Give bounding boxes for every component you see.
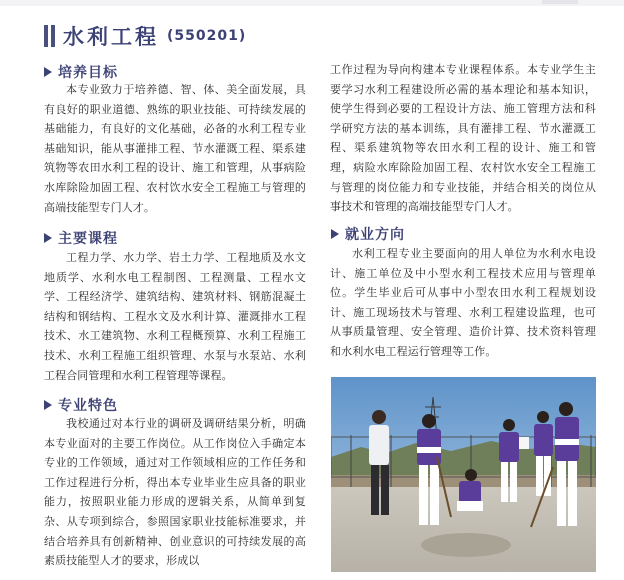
top-strip: [0, 0, 624, 6]
triangle-bullet-icon: [331, 229, 339, 239]
page-title: [44, 22, 246, 50]
main-courses-text: 工程力学、水力学、岩土力学、工程地质及水文地质学、水利水电工程制图、工程测量、工程水文学、工程经济学、建筑结构、建筑材料、钢筋混凝土结构和钢结构、工程水文及水利计算、灌溉排水工程技术、水工建筑物、水利工程概预算、水利工程施工技术、水利工程施工组织管理、水泵与水泵站、水利工程合同管理和水利工程管理等课程。: [44, 251, 306, 382]
employment-heading-text: 就业方向: [345, 227, 405, 243]
triangle-bullet-icon: [44, 233, 52, 243]
employment-heading: [331, 224, 405, 244]
title-bars-icon: [44, 25, 55, 47]
top-strip-mark: [542, 0, 578, 4]
features-text: 我校通过对本行业的调研及调研结果分析，明确本专业面对的主要工作岗位。从工作岗位入手确定本专业的工作领域，通过对工作领域相应的工作任务和工作过程进行分析，得出本专业毕业生应具备的职业能力，按照职业能力形成的逻辑关系，从简单到复杂、从专项到综合，参照国家职业技能标准要求，并结合培养具有创新精神、创业意识的可持续发展的高素质技能型人才的要求，形成以: [44, 417, 306, 568]
features-heading-text: 专业特色: [58, 398, 118, 414]
features-heading: [44, 395, 118, 415]
features-text-continued: 工作过程为导向构建本专业课程体系。本专业学生主要学习水利工程建设所必需的基本理论和基本知识，使学生得到必要的工程设计方法、施工管理方法和科学研究方法的基本训练，具有灌排工程、节水灌溉工程、渠系建筑物等农田水利工程的设计、施工和管理，病险水库除险加固工程、农村饮水安全工程施工与管理的岗位能力和专业技能，并结合相关的岗位从事技术和管理的高端技能型专门人才。: [330, 63, 596, 214]
main-courses-heading: [44, 228, 118, 248]
triangle-bullet-icon: [44, 67, 52, 77]
major-name: 水利工程: [63, 25, 159, 49]
triangle-bullet-icon: [44, 400, 52, 410]
outdoor-surveying-practice-photo: [331, 377, 596, 572]
main-courses-heading-text: 主要课程: [58, 231, 118, 247]
training-goal-heading-text: 培养目标: [58, 65, 118, 81]
training-goal-text: 本专业致力于培养德、智、体、美全面发展，具有良好的职业道德、熟练的职业技能、可持续发展的基础能力，有良好的文化基础，必备的水利工程专业基础知识，能从事灌排工程、节水灌溉工程、渠系建筑物等农田水利工程的设计、施工和管理，从事病险水库除险加固工程、农村饮水安全工程施工与管理的高端技能型专门人才。: [44, 83, 306, 214]
training-goal-heading: [44, 62, 118, 82]
employment-text: 水利工程专业主要面向的用人单位为水利水电设计、施工单位及中小型水利工程技术应用与管理单位。学生毕业后可从事中小型农田水利工程规划设计、施工现场技术与管理、水利工程建设监理，也可从事质量管理、安全管理、造价计算、技术资料管理和水利水电工程运行管理等工作。: [330, 247, 596, 358]
major-code: (550201): [167, 28, 247, 44]
